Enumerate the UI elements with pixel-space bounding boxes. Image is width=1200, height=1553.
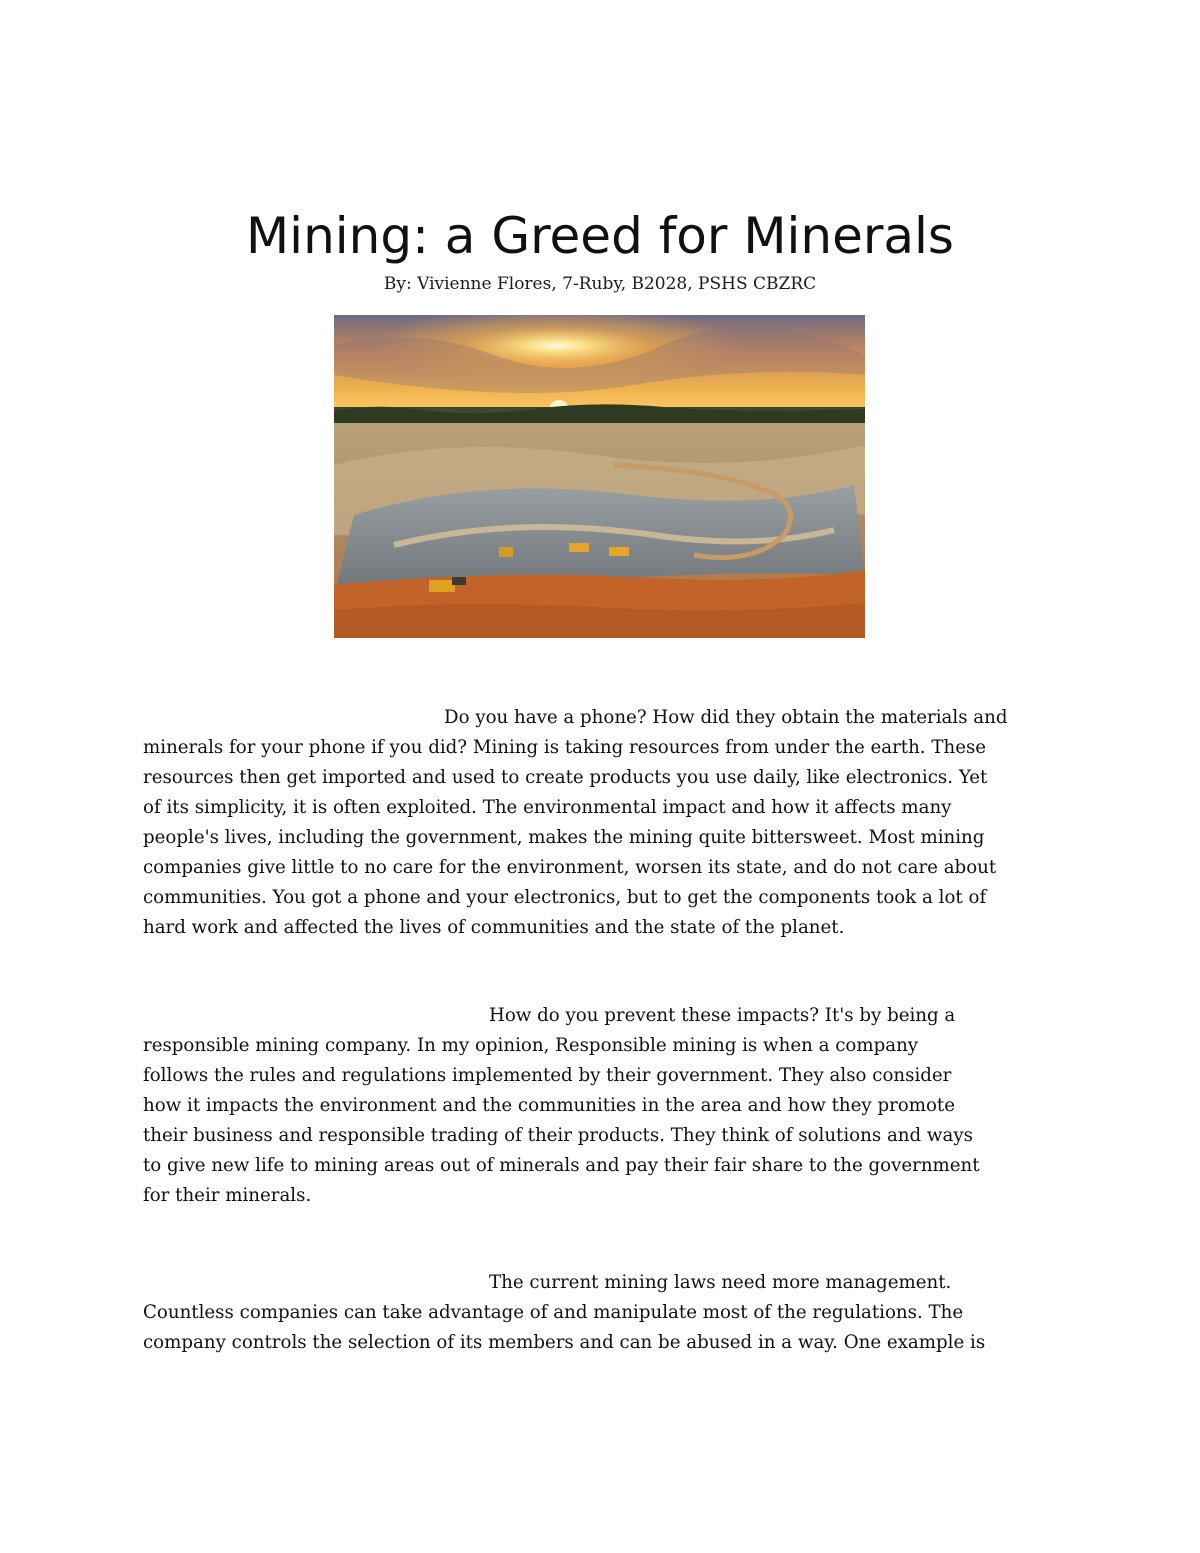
paragraph-2-line: to give new life to mining areas out of minerals and pay their fair share to the government	[143, 1155, 980, 1176]
paragraph-1-line: hard work and affected the lives of communities and the state of the planet.	[143, 917, 845, 938]
paragraph-2-line: for their minerals.	[143, 1185, 312, 1206]
mine-photo-illustration	[334, 315, 865, 638]
paragraph-1-line: minerals for your phone if you did? Mining is taking resources from under the earth. These	[143, 737, 987, 758]
paragraph-1-line: communities. You got a phone and your electronics, but to get the components took a lot of	[143, 887, 987, 908]
paragraph-2-line: responsible mining company. In my opinion, Responsible mining is when a company	[143, 1035, 919, 1056]
open-pit-mine-sunset-photo	[334, 315, 865, 638]
paragraph-1-line: resources then get imported and used to create products you use daily, like electronics. Yet	[143, 767, 988, 788]
document-title: Mining: a Greed for Minerals	[246, 207, 954, 265]
paragraph-2-line: how it impacts the environment and the communities in the area and how they promote	[143, 1095, 955, 1116]
paragraph-1-line: companies give little to no care for the environment, worsen its state, and do not care about	[143, 857, 997, 878]
paragraph-2-line: follows the rules and regulations implemented by their government. They also consider	[143, 1065, 952, 1086]
paragraph-1-line: people's lives, including the government, makes the mining quite bittersweet. Most mining	[143, 827, 985, 848]
paragraph-2-line: How do you prevent these impacts? It's by being a	[489, 1005, 956, 1026]
paragraph-3-line: Countless companies can take advantage of and manipulate most of the regulations. The	[143, 1302, 964, 1323]
author-byline: By: Vivienne Flores, 7-Ruby, B2028, PSHS CBZRC	[383, 274, 817, 294]
paragraph-3-line: The current mining laws need more management.	[489, 1272, 952, 1293]
paragraph-3	[143, 1268, 1063, 1358]
paragraph-1	[143, 703, 1063, 943]
paragraph-1-line: Do you have a phone? How did they obtain the materials and	[444, 707, 1008, 728]
paragraph-3-line: company controls the selection of its members and can be abused in a way. One example is	[143, 1332, 986, 1353]
paragraph-1-line: of its simplicity, it is often exploited. The environmental impact and how it affects many	[143, 797, 952, 818]
paragraph-2	[143, 1001, 1063, 1211]
paragraph-2-line: their business and responsible trading of their products. They think of solutions and ways	[143, 1125, 973, 1146]
